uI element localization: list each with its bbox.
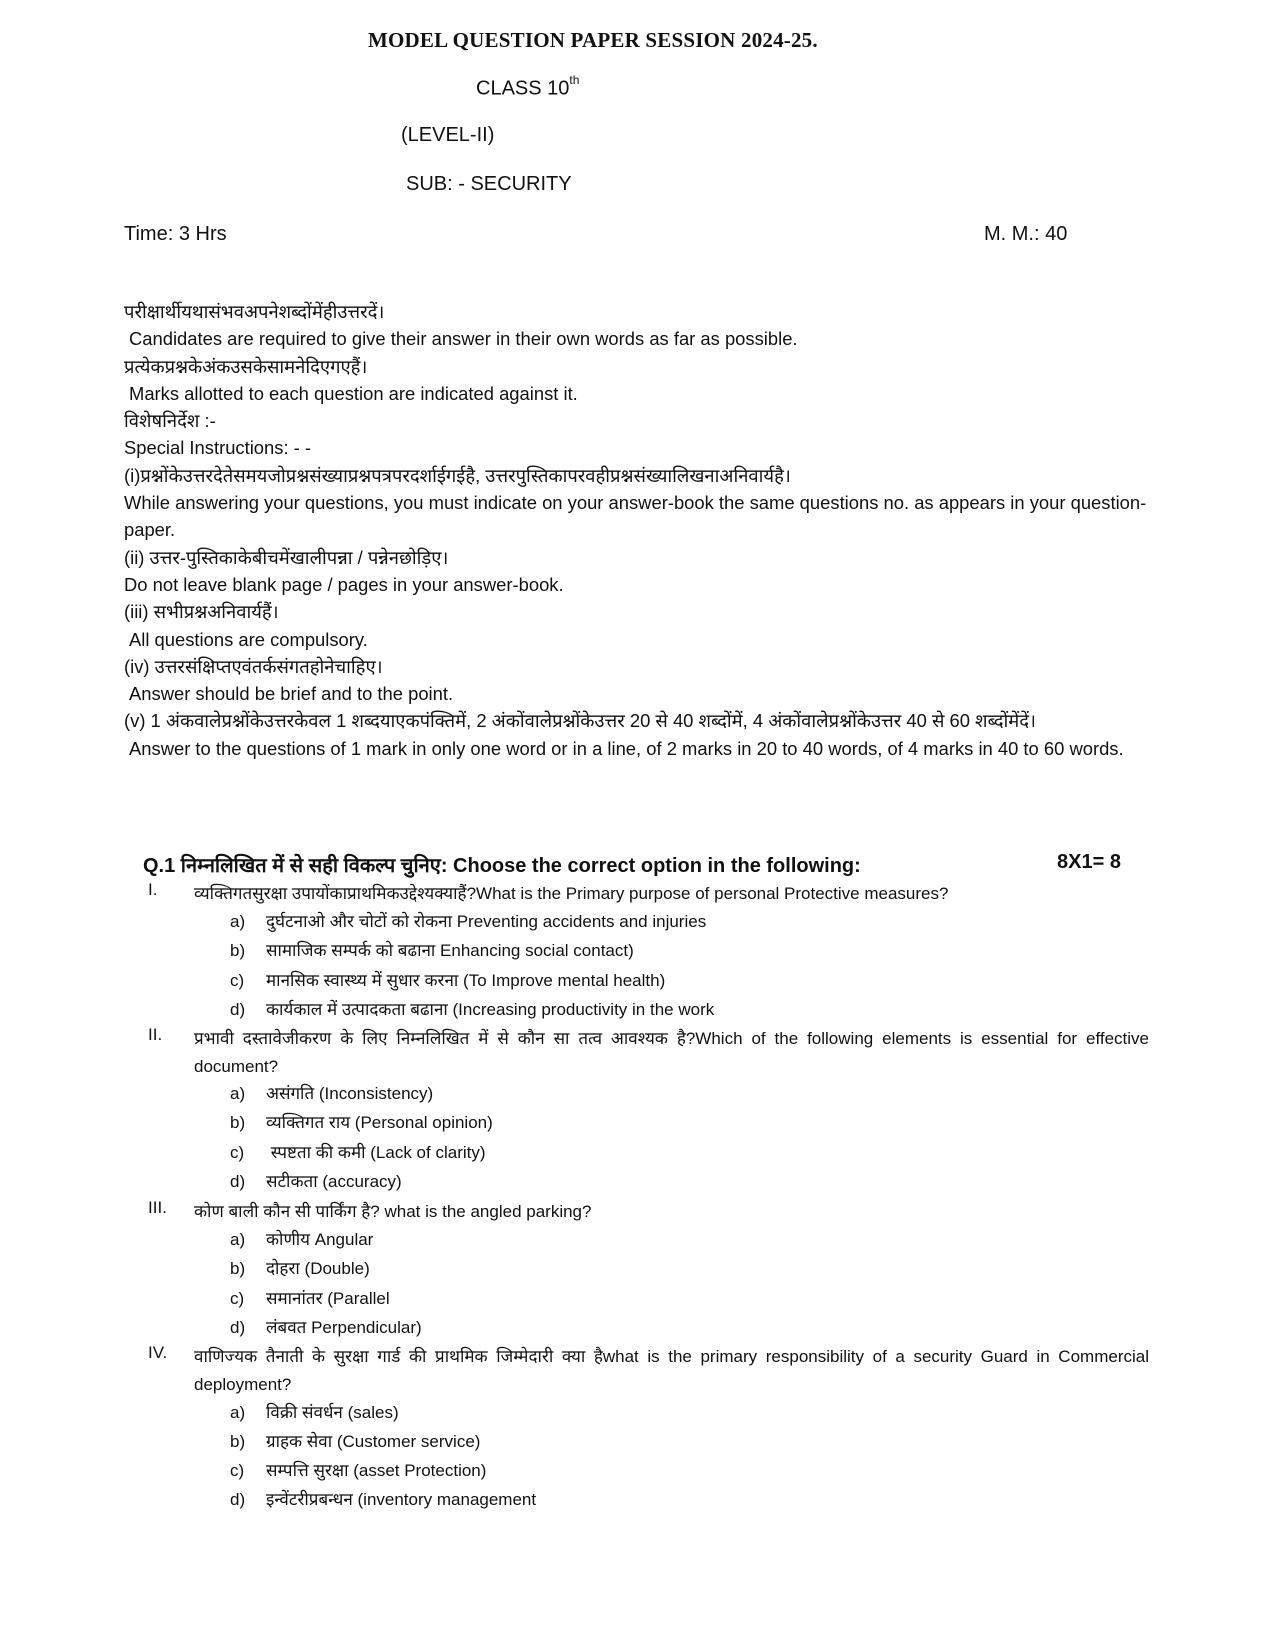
question-number: I. xyxy=(148,880,158,899)
question-number: III. xyxy=(148,1198,167,1217)
option-text: ग्राहक सेवा (Customer service) xyxy=(266,1432,481,1451)
option-item xyxy=(230,1458,486,1481)
option-item xyxy=(230,1256,370,1279)
special-instructions-hindi: विशेषनिर्देश :- xyxy=(124,410,216,432)
option-text: दुर्घटनाओ और चोटों को रोकना Preventing accidents and injuries xyxy=(266,912,707,931)
option-letter: d) xyxy=(230,1318,246,1337)
section-heading: Q.1 निम्नलिखित में से सही विकल्प चुनिए: Choose the correct option in the following: xyxy=(143,855,861,877)
level-label: (LEVEL-II) xyxy=(401,124,495,146)
instruction-english-1: Candidates are required to give their answer in their own words as far as possible. xyxy=(129,328,798,350)
question-text: प्रभावी दस्तावेजीकरण के लिए निम्नलिखित में से कौन सा तत्व आवश्यक है?Which of the following elements is essential for effective document? xyxy=(194,1029,1149,1076)
option-item xyxy=(230,1315,422,1338)
question-number: II. xyxy=(148,1025,163,1044)
instruction-i-hindi: (i)प्रश्नोंकेउत्तरदेतेसमयजोप्रश्नसंख्याप्रश्नपत्रपरदर्शाईगईहै, उत्तरपुस्तिकापरवहीप्रश्नसंख्यालिखनाअनिवार्यहै। xyxy=(124,464,791,486)
option-item xyxy=(230,1227,373,1250)
instruction-english-2: Marks allotted to each question are indicated against it. xyxy=(129,382,578,404)
option-item xyxy=(230,968,665,991)
option-text: इन्वेंटरीप्रबन्धन (inventory management xyxy=(266,1490,537,1509)
option-text: स्पष्टता की कमी (Lack of clarity) xyxy=(266,1143,486,1162)
option-text: सटीकता (accuracy) xyxy=(266,1172,402,1191)
option-item xyxy=(230,1169,402,1192)
option-item xyxy=(230,1140,486,1163)
maximum-marks: M. M.: 40 xyxy=(984,223,1068,245)
question-text: कोण बाली कौन सी पार्किंग है? what is the angled parking? xyxy=(194,1202,592,1221)
option-item xyxy=(230,1081,433,1104)
option-item xyxy=(230,1110,493,1133)
option-letter: b) xyxy=(230,1113,246,1132)
option-text: कार्यकाल में उत्पादकता बढाना (Increasing productivity in the work xyxy=(266,1000,715,1019)
option-item xyxy=(230,1487,536,1510)
option-text: व्यक्तिगत राय (Personal opinion) xyxy=(266,1113,493,1132)
instruction-hindi-1: परीक्षार्थीयथासंभवअपनेशब्दोंमेंहीउत्तरदें। xyxy=(124,301,385,322)
special-instructions-label: Special Instructions: - - xyxy=(124,437,312,459)
option-text: लंबवत Perpendicular) xyxy=(266,1318,422,1337)
question-number: IV. xyxy=(148,1343,168,1362)
class-text: CLASS 10 xyxy=(476,77,570,100)
option-text: दोहरा (Double) xyxy=(266,1259,370,1278)
option-letter: d) xyxy=(230,1172,246,1191)
option-text: मानसिक स्वास्थ्य में सुधार करना (To Improve mental health) xyxy=(266,971,666,990)
option-text: विक्री संवर्धन (sales) xyxy=(266,1403,399,1422)
option-text: सम्पत्ति सुरक्षा (asset Protection) xyxy=(266,1461,487,1480)
option-letter: b) xyxy=(230,1259,246,1278)
instruction-ii-hindi: (ii) उत्तर-पुस्तिकाकेबीचमेंखालीपन्ना / पन्नेनछोड़िए। xyxy=(124,546,449,568)
option-letter: d) xyxy=(230,1000,246,1019)
class-superscript: th xyxy=(569,73,580,87)
option-letter: c) xyxy=(230,1143,245,1162)
option-letter: b) xyxy=(230,1432,246,1451)
instruction-ii-english: Do not leave blank page / pages in your answer-book. xyxy=(124,573,564,595)
class-label xyxy=(476,73,580,101)
time-allowed: Time: 3 Hrs xyxy=(124,223,227,245)
option-text: समानांतर (Parallel xyxy=(266,1289,390,1308)
option-letter: d) xyxy=(230,1490,246,1509)
instruction-iii-english: All questions are compulsory. xyxy=(129,628,368,650)
option-item xyxy=(230,1286,390,1309)
option-letter: c) xyxy=(230,1461,245,1480)
instruction-iv-hindi: (iv) उत्तरसंक्षिप्तएवंतर्कसंगतहोनेचाहिए। xyxy=(124,655,383,677)
section-marks: 8X1= 8 xyxy=(1057,851,1121,873)
option-letter: a) xyxy=(230,1230,246,1249)
option-letter: a) xyxy=(230,912,246,931)
question-text: वाणिज्यक तैनाती के सुरक्षा गार्ड की प्राथमिक जिम्मेदारी क्या हैwhat is the primary responsibility of a security Guard in Commercial deployment? xyxy=(194,1347,1149,1394)
instruction-hindi-2: प्रत्येकप्रश्नकेअंकउसकेसामनेदिएगएहैं। xyxy=(124,355,368,377)
subject-label: SUB: - SECURITY xyxy=(406,173,572,195)
instruction-v-english: Answer to the questions of 1 mark in only one word or in a line, of 2 marks in 20 to 40 words, of 4 marks in 40 to 60 words. xyxy=(129,737,1124,759)
option-letter: a) xyxy=(230,1403,246,1422)
option-text: असंगति (Inconsistency) xyxy=(266,1084,434,1103)
instruction-iii-hindi: (iii) सभीप्रश्नअनिवार्यहैं। xyxy=(124,601,279,623)
option-item xyxy=(230,1429,480,1452)
option-text: कोणीय Angular xyxy=(266,1230,374,1249)
instruction-v-hindi: (v) 1 अंकवालेप्रश्नोंकेउत्तरकेवल 1 शब्दयाएकपंक्तिमें, 2 अंकोंवालेप्रश्नोंकेउत्तर 20 से 40 शब्दोंमें, 4 अंकोंवालेप्रश्नोंकेउत्तर 40 से 60 शब्दोंमेंदें। xyxy=(124,710,1036,732)
option-letter: c) xyxy=(230,1289,245,1308)
option-letter: a) xyxy=(230,1084,246,1103)
option-item xyxy=(230,1400,399,1423)
option-letter: c) xyxy=(230,971,245,990)
option-item xyxy=(230,909,706,932)
option-letter: b) xyxy=(230,941,246,960)
general-instructions xyxy=(124,298,1149,762)
instruction-i-english: While answering your questions, you must indicate on your answer-book the same questions no. as appears in your question-paper. xyxy=(124,492,1147,541)
option-item xyxy=(230,938,634,961)
paper-title: MODEL QUESTION PAPER SESSION 2024-25. xyxy=(368,28,818,52)
option-item xyxy=(230,997,714,1020)
question-text: व्यक्तिगतसुरक्षा उपायोंकाप्राथमिकउद्देश्यक्याहैं?What is the Primary purpose of personal Protective measures? xyxy=(194,884,949,903)
option-text: सामाजिक सम्पर्क को बढाना Enhancing social contact) xyxy=(266,941,634,960)
instruction-iv-english: Answer should be brief and to the point. xyxy=(129,683,454,705)
